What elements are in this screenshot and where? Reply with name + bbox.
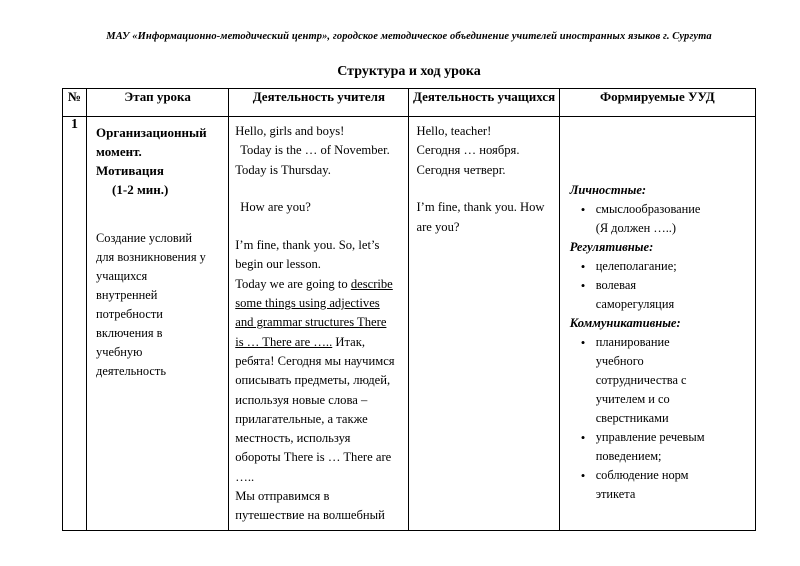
teacher-activity-line — [235, 352, 402, 371]
row-number-cell: 1 — [63, 117, 87, 531]
student-activity-line: I’m fine, thank you. How — [416, 200, 545, 215]
stage-description-line: включения в — [96, 326, 163, 340]
uud-group-heading: Коммуникативные: — [569, 316, 681, 330]
teacher-activity-line — [235, 333, 402, 352]
teacher-activity-line — [235, 487, 402, 506]
student-activity-line: are you? — [416, 219, 460, 234]
text-run: обороты There is … There are — [235, 450, 392, 465]
teacher-activity-line — [235, 294, 402, 313]
column-header-uud: Формируемые УУД — [559, 89, 755, 117]
list-item-line: саморегуляция — [595, 297, 675, 311]
teacher-activity-line — [235, 391, 402, 410]
stage-title-line: момент. — [96, 144, 142, 159]
uud-group-heading: Личностные: — [569, 183, 647, 197]
list-item — [580, 466, 747, 504]
list-item — [580, 276, 747, 314]
column-header-teacher: Деятельность учителя — [229, 89, 409, 117]
uud-content — [560, 117, 755, 510]
stage-description-line: Создание условий — [96, 231, 193, 245]
list-item-line: этикета — [595, 487, 636, 501]
bullet-icon: • — [580, 430, 586, 445]
teacher-activity-line — [235, 180, 402, 199]
text-run: is … There are ….. — [235, 334, 333, 349]
column-header-student: Деятельность учащихся — [409, 89, 559, 117]
uud-list — [570, 257, 747, 314]
text-run: Today is Thursday. — [235, 162, 331, 177]
page-title: Структура и ход урока — [337, 64, 481, 79]
student-activity-text — [409, 117, 558, 241]
text-run: describe — [350, 276, 393, 291]
text-run: some things using adjectives — [235, 296, 380, 311]
text-run: ….. — [235, 469, 255, 484]
list-item-line: планирование — [595, 335, 670, 349]
teacher-activity-line — [235, 122, 402, 141]
list-item — [580, 333, 747, 428]
uud-list — [570, 200, 747, 238]
list-item — [580, 200, 747, 238]
column-header-num: № — [63, 89, 87, 117]
text-run: I’m fine, thank you. So, let’s — [235, 238, 380, 253]
spacer — [570, 123, 747, 181]
stage-title-line: Мотивация — [96, 163, 164, 178]
teacher-activity-text — [229, 117, 408, 530]
stage-duration: (1-2 мин.) — [112, 182, 169, 197]
text-run: Hello, girls and boys! — [235, 124, 345, 138]
teacher-activity-line — [235, 429, 402, 448]
teacher-activity-line — [235, 198, 402, 217]
list-item-line: учебного — [595, 354, 644, 368]
list-item-line: волевая — [595, 278, 637, 292]
teacher-activity-line — [235, 468, 402, 487]
student-activity-line: Hello, teacher! — [416, 124, 492, 138]
stage-cell — [87, 117, 229, 531]
text-run: Today is the … of November. — [240, 143, 390, 158]
text-run: ребята! Сегодня мы научимся — [235, 353, 395, 368]
teacher-activity-line — [235, 218, 402, 237]
bullet-icon: • — [580, 335, 586, 350]
list-item-line: сверстниками — [595, 411, 669, 425]
teacher-activity-line — [235, 255, 402, 274]
bullet-icon: • — [580, 278, 586, 293]
teacher-activity-line — [235, 371, 402, 390]
bullet-icon: • — [580, 202, 586, 217]
text-run: How are you? — [240, 200, 311, 215]
stage-description-line: внутренней — [96, 288, 158, 302]
text-run: путешествие на волшебный — [235, 508, 385, 523]
teacher-activity-line — [235, 275, 402, 294]
student-activity-line: Сегодня … ноября. — [416, 143, 520, 158]
document-header: МАУ «Информационно-методический центр», городское методическое объединение учителей иностранных языков г. Сургута — [106, 31, 712, 42]
list-item — [580, 257, 747, 276]
list-item-line: смыслообразование — [595, 202, 701, 216]
list-item-line: учителем и со — [595, 392, 670, 406]
text-run: используя новые слова – — [235, 392, 368, 407]
teacher-activity-line — [235, 236, 402, 255]
spacer — [96, 199, 221, 229]
list-item-line: соблюдение норм — [595, 468, 689, 482]
stage-description-line: учебную — [96, 345, 143, 359]
list-item-line: (Я должен …..) — [595, 221, 677, 235]
student-activity-line — [416, 180, 552, 199]
lesson-structure-table — [62, 88, 756, 531]
bullet-icon: • — [580, 468, 586, 483]
list-item-line: поведением; — [595, 449, 662, 463]
teacher-activity-line — [235, 161, 402, 180]
list-item-line: сотрудничества с — [595, 373, 687, 387]
uud-list — [570, 333, 747, 504]
text-run: begin our lesson. — [235, 257, 321, 272]
stage-description-line: учащихся — [96, 269, 148, 283]
text-run: Итак, — [332, 334, 365, 349]
teacher-activity-cell — [229, 117, 409, 531]
student-activity-cell — [409, 117, 559, 531]
uud-group-heading: Регулятивные: — [569, 240, 654, 254]
stage-description-line: для возникновения у — [96, 250, 206, 264]
stage-description-line: потребности — [96, 307, 163, 321]
list-item — [580, 428, 747, 466]
stage-title-line: Организационный — [96, 125, 207, 140]
bullet-icon: • — [580, 259, 586, 274]
stage-description-line: деятельность — [96, 364, 166, 378]
teacher-activity-line — [235, 141, 402, 160]
text-run: местность, используя — [235, 431, 351, 446]
list-item-line: целеполагание; — [595, 259, 677, 273]
student-activity-line: Сегодня четверг. — [416, 162, 506, 177]
table-header-row — [63, 89, 756, 117]
uud-cell — [559, 117, 755, 531]
teacher-activity-line — [235, 448, 402, 467]
teacher-activity-line — [235, 506, 402, 525]
text-run: Today we are going to — [235, 276, 351, 291]
list-item-line: управление речевым — [595, 430, 705, 444]
table-row — [63, 117, 756, 531]
teacher-activity-line — [235, 410, 402, 429]
teacher-activity-line — [235, 313, 402, 332]
text-run: прилагательные, а также — [235, 411, 368, 426]
text-run: and grammar structures There — [235, 315, 387, 330]
text-run: Мы отправимся в — [235, 489, 330, 504]
text-run: описывать предметы, людей, — [235, 373, 391, 388]
column-header-stage: Этап урока — [87, 89, 229, 117]
